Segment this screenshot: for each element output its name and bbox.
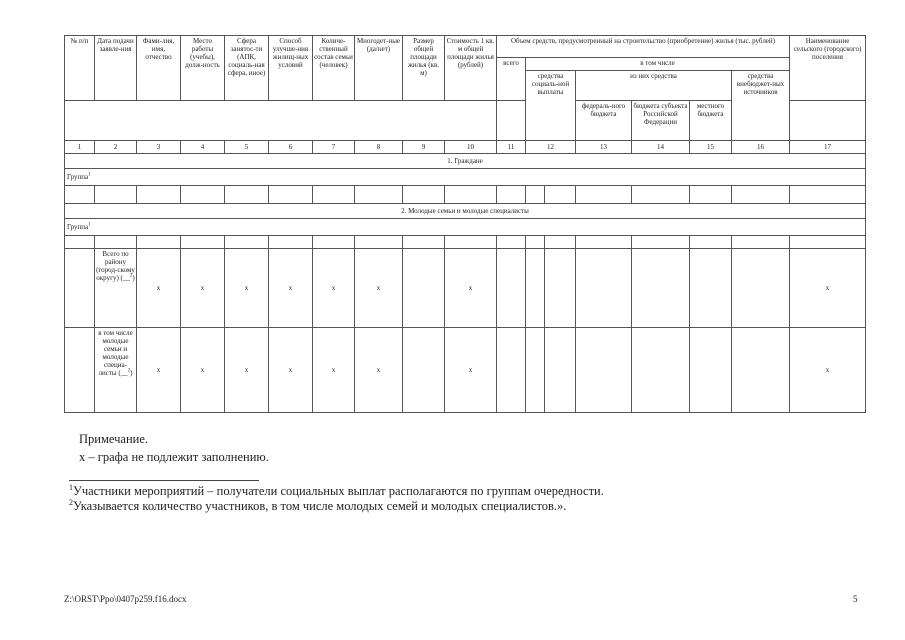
not-applicable-mark: х xyxy=(181,327,225,412)
footnote-1: $^1$Участники мероприятий – получатели социальных выплат располагаются по группам очередности. xyxy=(69,482,604,498)
not-applicable-mark: х xyxy=(790,327,866,412)
header-social: средства социаль-ной выплаты xyxy=(526,70,576,140)
group-text: Группа xyxy=(67,223,89,232)
empty-cell xyxy=(526,327,545,412)
empty-cell xyxy=(445,186,497,203)
column-number: 8 xyxy=(355,140,403,153)
not-applicable-mark: х xyxy=(445,249,497,327)
section-young-families: 2. Молодые семьи и молодые специалисты xyxy=(65,203,866,218)
column-number: 2 xyxy=(95,140,137,153)
header-federal: федераль-ного бюджета xyxy=(576,101,632,140)
empty-cell xyxy=(632,249,690,327)
header-own: из них средства xyxy=(576,70,732,101)
empty-cell xyxy=(732,236,790,249)
header-area: Размер общей площади жилья (кв. м) xyxy=(403,36,445,101)
empty-cell xyxy=(545,186,576,203)
header-method: Способ улучше-ния жилищ-ных условий xyxy=(269,36,313,101)
footnote-rule xyxy=(69,480,259,481)
section-citizens: 1. Граждане xyxy=(65,153,866,168)
empty-cell xyxy=(355,186,403,203)
empty-cell xyxy=(355,236,403,249)
group-label-2 xyxy=(65,218,866,235)
not-applicable-mark: х xyxy=(790,249,866,327)
header-funds: Объем средств, предусмотренный на строительство (приобретение) жилья (тыс. рублей) xyxy=(497,36,790,58)
empty-cell xyxy=(313,186,355,203)
not-applicable-mark: х xyxy=(355,249,403,327)
empty-cell xyxy=(225,186,269,203)
not-applicable-mark: х xyxy=(269,249,313,327)
empty-cell xyxy=(137,186,181,203)
header-family: Количе-ственный состав семьи (человек) xyxy=(313,36,355,101)
header-spacer-17 xyxy=(790,101,866,140)
column-number: 16 xyxy=(732,140,790,153)
header-total: всего xyxy=(497,57,526,101)
footnote-2: $^2$Указывается количество участников, в том числе молодых семей и молодых специалистов.». xyxy=(69,497,567,513)
not-applicable-mark: х xyxy=(355,327,403,412)
empty-cell xyxy=(137,236,181,249)
header-settlement: Наименование сельского (городского) поселения xyxy=(790,36,866,101)
empty-cell xyxy=(269,186,313,203)
column-number: 4 xyxy=(181,140,225,153)
empty-cell xyxy=(632,327,690,412)
header-offbudget: средства внебюджет-ных источников xyxy=(732,70,790,140)
incl-label: в том числе молодые семьи и молодые специа-листы (__$^2$) xyxy=(95,327,137,412)
total-num xyxy=(65,249,95,327)
group-footnote-ref: 1 xyxy=(88,222,91,228)
not-applicable-mark: х xyxy=(313,249,355,327)
not-applicable-mark: х xyxy=(137,327,181,412)
empty-cell xyxy=(732,249,790,327)
empty-cell xyxy=(526,236,545,249)
empty-cell xyxy=(403,327,445,412)
empty-cell xyxy=(690,236,732,249)
blank-row-1 xyxy=(65,186,866,203)
empty-cell xyxy=(403,249,445,327)
empty-cell xyxy=(690,327,732,412)
group-label-1 xyxy=(65,168,866,185)
empty-cell xyxy=(497,186,526,203)
not-applicable-mark: х xyxy=(445,327,497,412)
incl-row xyxy=(65,327,866,412)
empty-cell xyxy=(65,236,95,249)
total-row xyxy=(65,249,866,327)
empty-cell xyxy=(732,186,790,203)
footnotes xyxy=(69,484,604,514)
not-applicable-mark: х xyxy=(269,327,313,412)
empty-cell xyxy=(790,186,866,203)
participants-table xyxy=(64,35,866,413)
header-date: Дата подачи заявле-ния xyxy=(95,36,137,101)
file-path: Z:\ORST\Ppo\0407p259.f16.docx xyxy=(64,594,187,604)
empty-cell xyxy=(790,236,866,249)
not-applicable-mark: х xyxy=(137,249,181,327)
empty-cell xyxy=(690,249,732,327)
empty-cell xyxy=(497,249,526,327)
empty-cell xyxy=(732,327,790,412)
header-local: местного бюджета xyxy=(690,101,732,140)
column-numbers-row xyxy=(65,140,866,153)
column-number: 9 xyxy=(403,140,445,153)
empty-cell xyxy=(95,236,137,249)
notes-title: Примечание. xyxy=(79,432,149,446)
column-number: 12 xyxy=(526,140,576,153)
empty-cell xyxy=(181,236,225,249)
empty-cell xyxy=(576,236,632,249)
total-label: Всего по району (город-скому округу) (__$^2$) xyxy=(95,249,137,327)
empty-cell xyxy=(181,186,225,203)
page-number: 5 xyxy=(853,594,858,604)
column-number: 10 xyxy=(445,140,497,153)
header-cost: Стоимость 1 кв. м общей площади жилья (рублей) xyxy=(445,36,497,101)
header-name: Фами-лия, имя, отчество xyxy=(137,36,181,101)
empty-cell xyxy=(526,249,545,327)
header-num: № п/п xyxy=(65,36,95,101)
empty-cell xyxy=(576,249,632,327)
not-applicable-mark: х xyxy=(225,327,269,412)
empty-cell xyxy=(690,186,732,203)
header-spacer-total xyxy=(497,101,526,140)
column-number: 6 xyxy=(269,140,313,153)
notes-line: х – графа не подлежит заполнению. xyxy=(79,450,269,464)
header-incl: в том числе xyxy=(526,57,790,70)
empty-cell xyxy=(545,236,576,249)
header-spacer xyxy=(65,101,497,140)
header-regional: бюджета субъекта Российской Федерации xyxy=(632,101,690,140)
group-text: Группа xyxy=(67,173,89,182)
header-large-family: Многодет-ные (да/нет) xyxy=(355,36,403,101)
empty-cell xyxy=(576,186,632,203)
notes xyxy=(79,430,269,466)
empty-cell xyxy=(95,186,137,203)
column-number: 13 xyxy=(576,140,632,153)
empty-cell xyxy=(269,236,313,249)
empty-cell xyxy=(526,186,545,203)
column-number: 17 xyxy=(790,140,866,153)
empty-cell xyxy=(545,327,576,412)
empty-cell xyxy=(497,327,526,412)
column-number: 3 xyxy=(137,140,181,153)
empty-cell xyxy=(632,186,690,203)
empty-cell xyxy=(576,327,632,412)
group-footnote-ref: 1 xyxy=(88,172,91,178)
incl-num xyxy=(65,327,95,412)
header-workplace: Место работы (учебы), долж-ность xyxy=(181,36,225,101)
empty-cell xyxy=(403,236,445,249)
empty-cell xyxy=(445,236,497,249)
column-number: 1 xyxy=(65,140,95,153)
empty-cell xyxy=(65,186,95,203)
empty-cell xyxy=(403,186,445,203)
empty-cell xyxy=(313,236,355,249)
column-number: 7 xyxy=(313,140,355,153)
column-number: 5 xyxy=(225,140,269,153)
header-sphere: Сфера занятос-ти (АПК, социаль-ная сфера, иное) xyxy=(225,36,269,101)
empty-cell xyxy=(632,236,690,249)
empty-cell xyxy=(497,236,526,249)
empty-cell xyxy=(545,249,576,327)
not-applicable-mark: х xyxy=(181,249,225,327)
not-applicable-mark: х xyxy=(313,327,355,412)
blank-row-2 xyxy=(65,236,866,249)
not-applicable-mark: х xyxy=(225,249,269,327)
column-number: 11 xyxy=(497,140,526,153)
column-number: 15 xyxy=(690,140,732,153)
column-number: 14 xyxy=(632,140,690,153)
empty-cell xyxy=(225,236,269,249)
